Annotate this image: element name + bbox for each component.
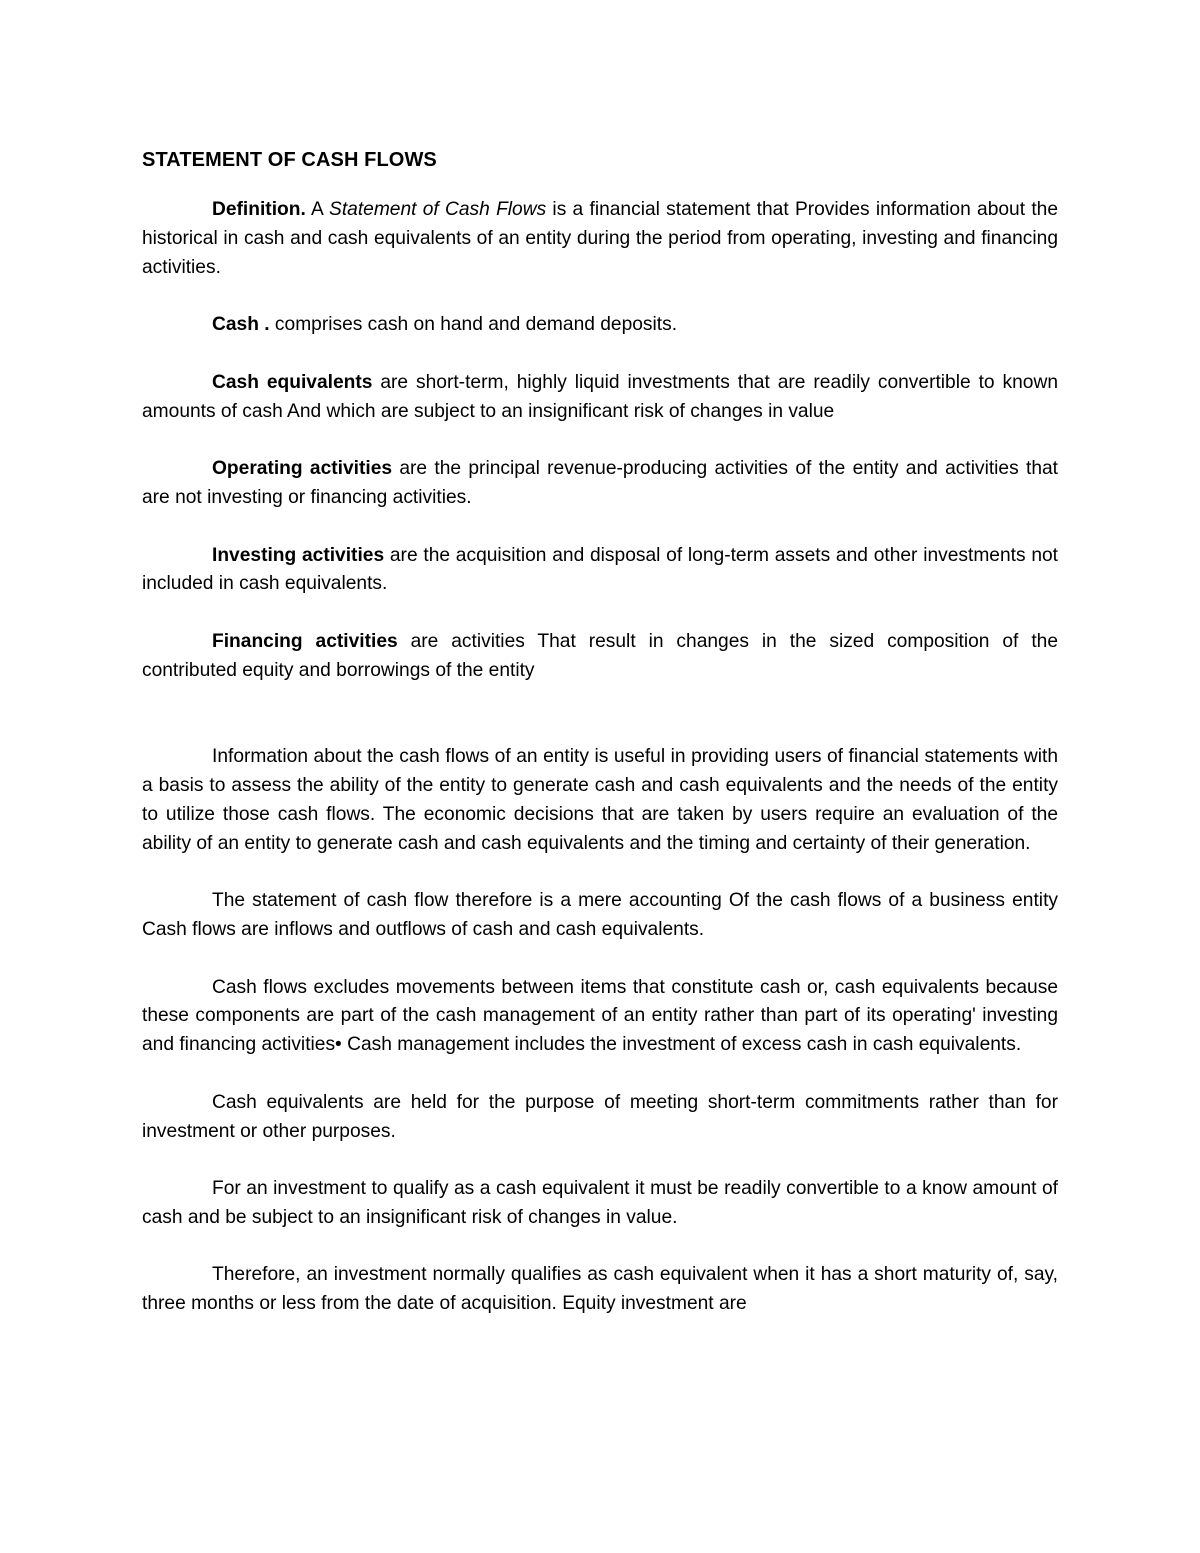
investing-activities-paragraph [142, 542, 1058, 600]
financing-activities-paragraph [142, 628, 1058, 686]
investing-activities-term: Investing activities [212, 544, 385, 566]
paragraph-spacer [142, 599, 1058, 628]
paragraph-spacer [142, 1060, 1058, 1089]
body-paragraph: Cash equivalents are held for the purpose of meeting short-term commitments rather than for investment or other purposes. [142, 1091, 1058, 1142]
body-paragraph: For an investment to qualify as a cash equivalent it must be readily convertible to a know amount of cash and be subject to an insignificant risk of changes in value. [142, 1178, 1058, 1228]
paragraph-spacer [142, 513, 1058, 542]
paragraph-spacer [142, 426, 1058, 455]
body-paragraph: The statement of cash flow therefore is a mere accounting Of the cash flows of a business entity Cash flows are inflows and outflows of cash and cash equivalents. [142, 890, 1058, 940]
paragraph-spacer [142, 340, 1058, 369]
financing-activities-term: Financing activities [212, 630, 398, 652]
cash-equivalents-paragraph [142, 369, 1058, 427]
body-paragraph: Cash flows excludes movements between items that constitute cash or, cash equivalents because these components are part of the cash management of an entity rather than part of its operating' investing and financing activities• Cash management includes the investment of excess cash in cash equivalents. [142, 976, 1058, 1056]
paragraph-spacer [142, 686, 1058, 744]
cash-term: Cash . [212, 314, 270, 336]
cash-equivalents-text: are short-term, highly liquid investments that are readily convertible to known amounts of cash And which are subject to an insignificant risk of changes in value [142, 371, 1058, 422]
definition-term: Definition. [212, 199, 306, 220]
body-paragraph: Therefore, an investment normally qualifies as cash equivalent when it has a short maturity of, say, three months or less from the date of acquisition. Equity investment are [142, 1264, 1058, 1315]
operating-activities-text: are the principal revenue-producing activities of the entity and activities that are not investing or financing activities. [142, 458, 1058, 508]
document-body [142, 146, 1058, 1319]
investing-activities-text: are the acquisition and disposal of long-term assets and other investments not included in cash equivalents. [142, 544, 1059, 595]
body-paragraph: Information about the cash flows of an entity is useful in providing users of financial statements with a basis to assess the ability of the entity to generate cash and cash equivalents and the needs of the entity to utilize those cash flows. The economic decisions that are taken by users require an evaluation of the ability of an entity to generate cash and cash equivalents and the timing and certainty of their generation. [142, 746, 1058, 854]
definition-paragraph [142, 196, 1058, 282]
cash-equivalents-term: Cash equivalents [212, 371, 373, 393]
definition-pre: A [305, 199, 330, 220]
paragraph-spacer [142, 858, 1058, 887]
paragraph-spacer [142, 282, 1058, 311]
document-title: STATEMENT OF CASH FLOWS [142, 149, 437, 171]
cash-paragraph [142, 311, 1058, 340]
financing-activities-text: are activities That result in changes in the sized composition of the contributed equity and borrowings of the entity [142, 630, 1058, 681]
definition-italic-term: Statement of Cash Flows [329, 199, 547, 220]
paragraph-spacer [142, 1146, 1058, 1175]
operating-activities-term: Operating activities [212, 458, 393, 480]
cash-text: comprises cash on hand and demand deposits. [269, 314, 678, 336]
paragraph-spacer [142, 1233, 1058, 1262]
paragraph-spacer [142, 945, 1058, 974]
definition-text: is a financial statement that Provides information about the historical in cash and cash equivalents of an entity during the period from operating, investing and financing activities. [142, 199, 1058, 278]
operating-activities-paragraph [142, 455, 1058, 513]
